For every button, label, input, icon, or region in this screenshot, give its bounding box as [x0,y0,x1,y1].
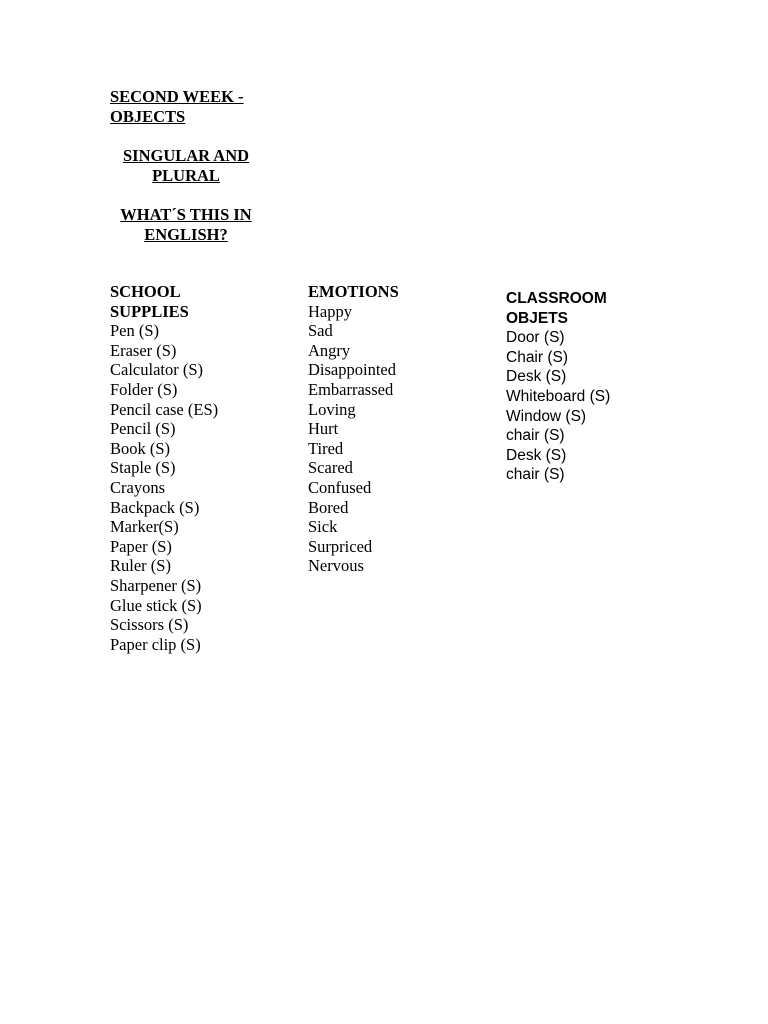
list-item: Paper (S) [110,536,172,556]
list-item: Staple (S) [110,458,176,478]
list-item: Whiteboard (S) [506,387,611,405]
list-item: Nervous [308,556,364,576]
list-item: Confused [308,477,372,497]
column-heading: SCHOOL [110,282,181,301]
list-item: Book (S) [110,438,171,458]
list-item: Embarrassed [308,379,394,399]
column-heading: SUPPLIES [110,301,189,321]
list-item: Window (S) [506,407,587,425]
list-item: Pencil (S) [110,419,176,439]
header-block [110,87,262,244]
list-item: chair (S) [506,427,565,445]
classroom-objects-column [506,289,686,485]
list-item: Desk (S) [506,446,567,464]
list-item: chair (S) [506,466,565,484]
list-item: Loving [308,399,356,419]
list-item: Paper clip (S) [110,634,201,654]
list-item: Folder (S) [110,379,178,399]
list-item: Hurt [308,419,339,439]
list-item: Chair (S) [506,348,569,366]
list-item: Scissors (S) [110,615,189,635]
list-item: Backpack (S) [110,497,200,517]
list-item: Glue stick (S) [110,595,202,615]
list-item: Eraser (S) [110,340,177,360]
list-item: Sharpener (S) [110,575,202,595]
lesson-title: SINGULAR AND PLURAL [122,146,250,185]
list-item: Sick [308,517,338,537]
list-item: Marker(S) [110,517,179,537]
column-heading: CLASSROOM [506,290,607,307]
list-item: Bored [308,497,349,517]
column-heading: EMOTIONS [308,282,399,301]
list-item: Sad [308,321,333,341]
school-supplies-column [110,282,290,654]
list-item: Angry [308,340,351,360]
list-item: Crayons [110,477,165,497]
list-item: Desk (S) [506,368,567,386]
list-item: Scared [308,458,353,478]
list-item: Happy [308,301,352,321]
column-heading: OBJETS [506,309,569,327]
list-item: Ruler (S) [110,556,171,576]
list-item: Tired [308,438,344,458]
list-item: Calculator (S) [110,360,204,380]
week-title: SECOND WEEK - OBJECTS [110,87,244,126]
list-item: Door (S) [506,329,565,347]
list-item: Pencil case (ES) [110,399,219,419]
question-title: WHAT´S THIS IN ENGLISH? [120,205,252,244]
list-item: Disappointed [308,360,396,380]
list-item: Pen (S) [110,321,160,341]
list-item: Surpriced [308,536,373,556]
emotions-column [308,282,488,576]
